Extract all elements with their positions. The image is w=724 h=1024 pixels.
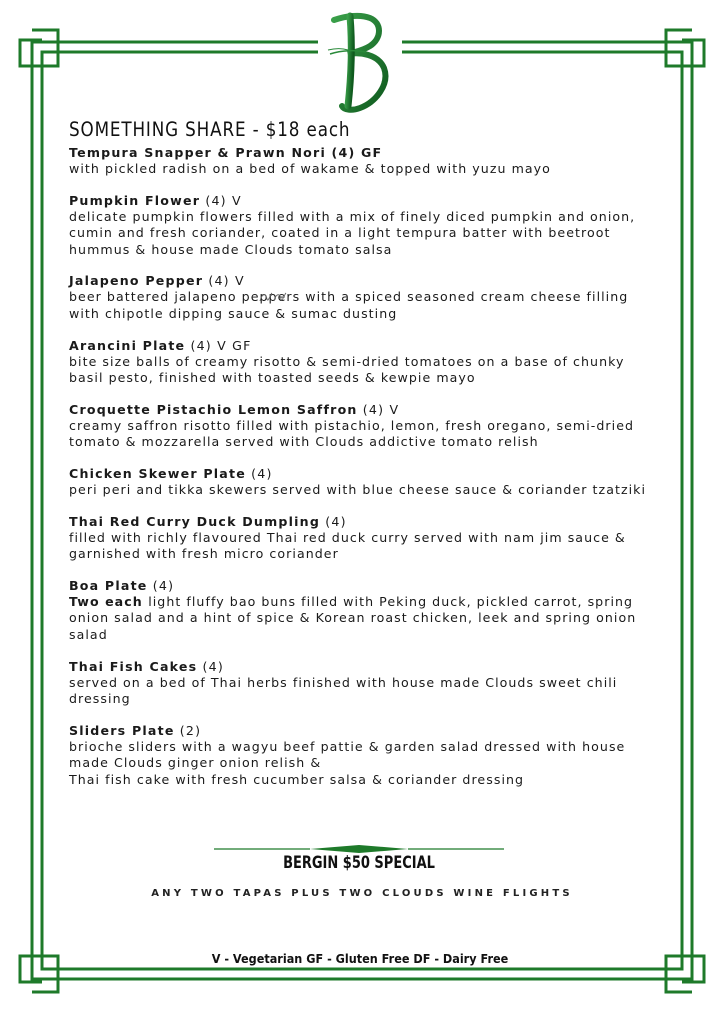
item-name: Sliders Plate bbox=[69, 722, 175, 738]
menu-item bbox=[69, 145, 659, 178]
item-description: filled with richly flavoured Thai red duck curry served with nam jim sauce & garnished with fresh micro coriander bbox=[69, 529, 626, 562]
item-description-text: light fluffy bao buns filled with Peking duck, pickled carrot, spring onion salad and a hint of spice & Korean roast chicken, leek and spring onion salad bbox=[69, 593, 637, 642]
item-name: Chicken Skewer Plate bbox=[69, 465, 246, 481]
special-title: BERGIN $50 SPECIAL bbox=[283, 853, 435, 873]
menu-content bbox=[69, 118, 659, 802]
item-description: brioche sliders with a wagyu beef pattie & garden salad dressed with house made Clouds ginger onion relish & bbox=[69, 738, 626, 771]
item-tags: (4) V bbox=[203, 273, 245, 289]
menu-item bbox=[69, 192, 659, 259]
item-heading bbox=[69, 577, 659, 594]
item-description-extra: Thai fish cake with fresh cucumber salsa & coriander dressing bbox=[69, 771, 525, 787]
item-name: Thai Fish Cakes bbox=[69, 658, 198, 674]
item-heading bbox=[69, 401, 659, 418]
item-name: Boa Plate bbox=[69, 577, 148, 593]
item-name: Croquette Pistachio Lemon Saffron bbox=[69, 401, 358, 417]
item-description: with pickled radish on a bed of wakame & topped with yuzu mayo bbox=[69, 161, 551, 176]
menu-item bbox=[69, 577, 659, 644]
item-name: Pumpkin Flower bbox=[69, 192, 201, 208]
item-tags: (4) V GF bbox=[185, 337, 252, 353]
menu-item bbox=[69, 722, 659, 789]
special-subtitle: ANY TWO TAPAS PLUS TWO CLOUDS WINE FLIGHTS bbox=[151, 888, 573, 899]
item-tags: (4) bbox=[147, 577, 175, 593]
item-tags: (4) bbox=[197, 658, 224, 674]
menu-item bbox=[69, 465, 659, 499]
item-name: Tempura Snapper & Prawn Nori bbox=[69, 145, 326, 160]
item-heading bbox=[69, 145, 659, 161]
item-description: peri peri and tikka skewers served with blue cheese sauce & coriander tzatziki bbox=[69, 481, 647, 497]
item-lead: Two each bbox=[69, 593, 149, 609]
item-tags: (4) V bbox=[357, 401, 400, 417]
item-heading bbox=[69, 192, 659, 209]
special-block bbox=[214, 843, 504, 873]
item-description: delicate pumpkin flowers filled with a mix of finely diced pumpkin and onion, cumin and fresh coriander, coated in a light tempura batter with beetroot hummus & house made Clouds tomato salsa bbox=[69, 208, 636, 257]
item-name: Arancini Plate bbox=[69, 337, 186, 353]
item-heading bbox=[69, 722, 659, 739]
item-heading bbox=[69, 513, 659, 530]
item-heading bbox=[69, 465, 659, 482]
item-name: Thai Red Curry Duck Dumpling bbox=[69, 513, 321, 529]
item-heading bbox=[69, 658, 659, 675]
item-heading bbox=[69, 272, 659, 289]
item-tags: (2) bbox=[174, 722, 202, 738]
item-heading bbox=[69, 337, 659, 354]
item-description: bite size balls of creamy risotto & semi-dried tomatoes on a base of chunky basil pesto, finished with toasted seeds & kewpie mayo bbox=[69, 353, 625, 386]
item-tags: (4) GF bbox=[325, 145, 383, 160]
item-tags: (4) V bbox=[200, 192, 242, 208]
item-tags: (4) bbox=[320, 513, 347, 529]
menu-item bbox=[69, 401, 659, 451]
item-description bbox=[69, 594, 659, 644]
menu-item bbox=[69, 272, 659, 322]
dietary-legend: V - Vegetarian GF - Gluten Free DF - Dairy Free bbox=[211, 951, 509, 966]
menu-item bbox=[69, 658, 659, 708]
item-name: Jalapeno Pepper bbox=[69, 273, 204, 289]
scribble-mark bbox=[258, 291, 290, 305]
item-tags: (4) bbox=[245, 465, 273, 481]
section-title: SOMETHING SHARE - $18 each bbox=[69, 118, 351, 141]
brand-logo bbox=[326, 10, 392, 120]
menu-item bbox=[69, 337, 659, 387]
item-description: creamy saffron risotto filled with pistachio, lemon, fresh oregano, semi-dried tomato & mozzarella served with Clouds addictive tomato relish bbox=[69, 417, 635, 450]
menu-item bbox=[69, 513, 659, 563]
item-description: served on a bed of Thai herbs finished with house made Clouds sweet chili dressing bbox=[69, 674, 618, 707]
item-description: beer battered jalapeno peppers with a spiced seasoned cream cheese filling with chipotle dipping sauce & sumac dusting bbox=[69, 289, 629, 321]
